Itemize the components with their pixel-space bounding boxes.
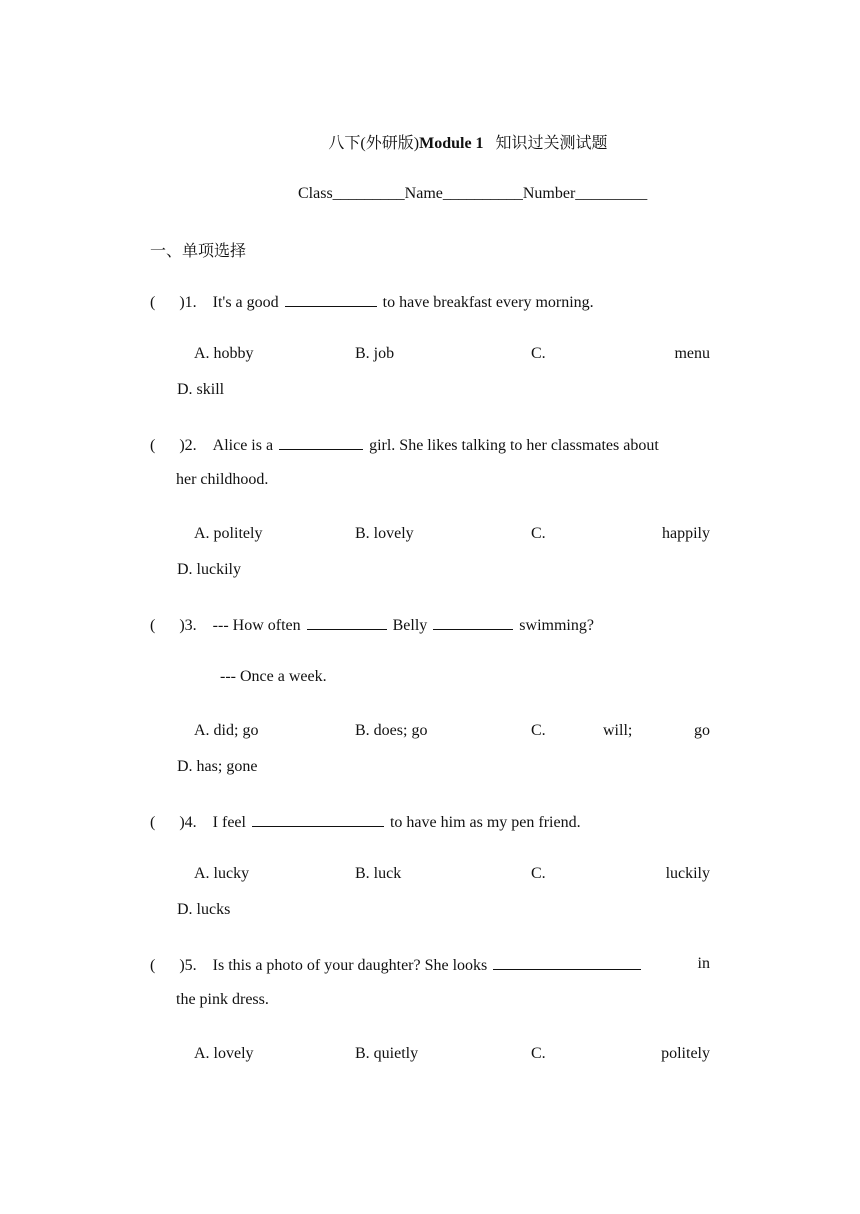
option-c-text: luckily: [665, 865, 710, 882]
answer-paren: ( )3.: [150, 617, 197, 634]
answer-blank[interactable]: [307, 615, 387, 630]
answer-paren: ( )5.: [150, 957, 197, 974]
question-4: [150, 812, 581, 832]
option-a: A. did; go: [194, 722, 259, 739]
question-text: I feel: [212, 814, 246, 831]
option-d: D. luckily: [177, 561, 241, 578]
question-text: Belly: [392, 617, 428, 634]
question-text: --- How often: [212, 617, 301, 634]
question-text: Is this a photo of your daughter? She looks: [212, 957, 488, 974]
option-b: B. lovely: [355, 525, 414, 542]
option-a: A. politely: [194, 525, 263, 542]
student-info-line: Class_________Name__________Number_________: [298, 185, 648, 202]
document-title: [0, 130, 860, 153]
option-c: C.: [531, 722, 546, 739]
option-c-text: politely: [661, 1045, 710, 1062]
option-d: D. has; gone: [177, 758, 258, 775]
question-text: girl. She likes talking to her classmates about: [369, 437, 659, 454]
title-module: Module 1: [419, 135, 484, 152]
option-a: A. lucky: [194, 865, 250, 882]
option-c: C.: [531, 1045, 546, 1062]
question-2-continued: her childhood.: [176, 471, 269, 488]
question-1: [150, 292, 594, 312]
title-cn-suffix: 知识过关测试题: [495, 135, 608, 152]
question-5-continued: the pink dress.: [176, 991, 269, 1008]
question-text-end: in: [697, 955, 710, 972]
answer-paren: ( )2.: [150, 437, 197, 454]
title-cn-prefix: 八下(外研版): [328, 135, 420, 152]
option-a: A. hobby: [194, 345, 254, 362]
option-c-text: will;: [603, 722, 633, 739]
answer-paren: ( )4.: [150, 814, 197, 831]
question-text: to have him as my pen friend.: [389, 814, 581, 831]
option-b: B. does; go: [355, 722, 428, 739]
question-text: swimming?: [519, 617, 594, 634]
answer-paren: ( )1.: [150, 294, 197, 311]
option-c: C.: [531, 345, 546, 362]
question-5: [150, 955, 647, 975]
option-c-text: menu: [674, 345, 710, 362]
answer-line: --- Once a week.: [220, 668, 327, 685]
option-b: B. job: [355, 345, 395, 362]
question-text: Alice is a: [212, 437, 274, 454]
option-c-text: happily: [662, 525, 710, 542]
answer-blank[interactable]: [285, 292, 377, 307]
question-2: [150, 435, 659, 455]
option-c: C.: [531, 865, 546, 882]
option-c: C.: [531, 525, 546, 542]
answer-blank[interactable]: [433, 615, 513, 630]
answer-blank[interactable]: [252, 812, 384, 827]
question-text: It's a good: [212, 294, 279, 311]
option-d: D. lucks: [177, 901, 231, 918]
option-b: B. quietly: [355, 1045, 419, 1062]
option-c-text-end: go: [694, 722, 710, 739]
answer-blank[interactable]: [279, 435, 363, 450]
option-a: A. lovely: [194, 1045, 254, 1062]
question-3: [150, 615, 594, 635]
answer-blank[interactable]: [493, 955, 641, 970]
question-text: to have breakfast every morning.: [382, 294, 594, 311]
option-d: D. skill: [177, 381, 225, 398]
section-title: 一、单项选择: [150, 243, 247, 260]
option-b: B. luck: [355, 865, 402, 882]
